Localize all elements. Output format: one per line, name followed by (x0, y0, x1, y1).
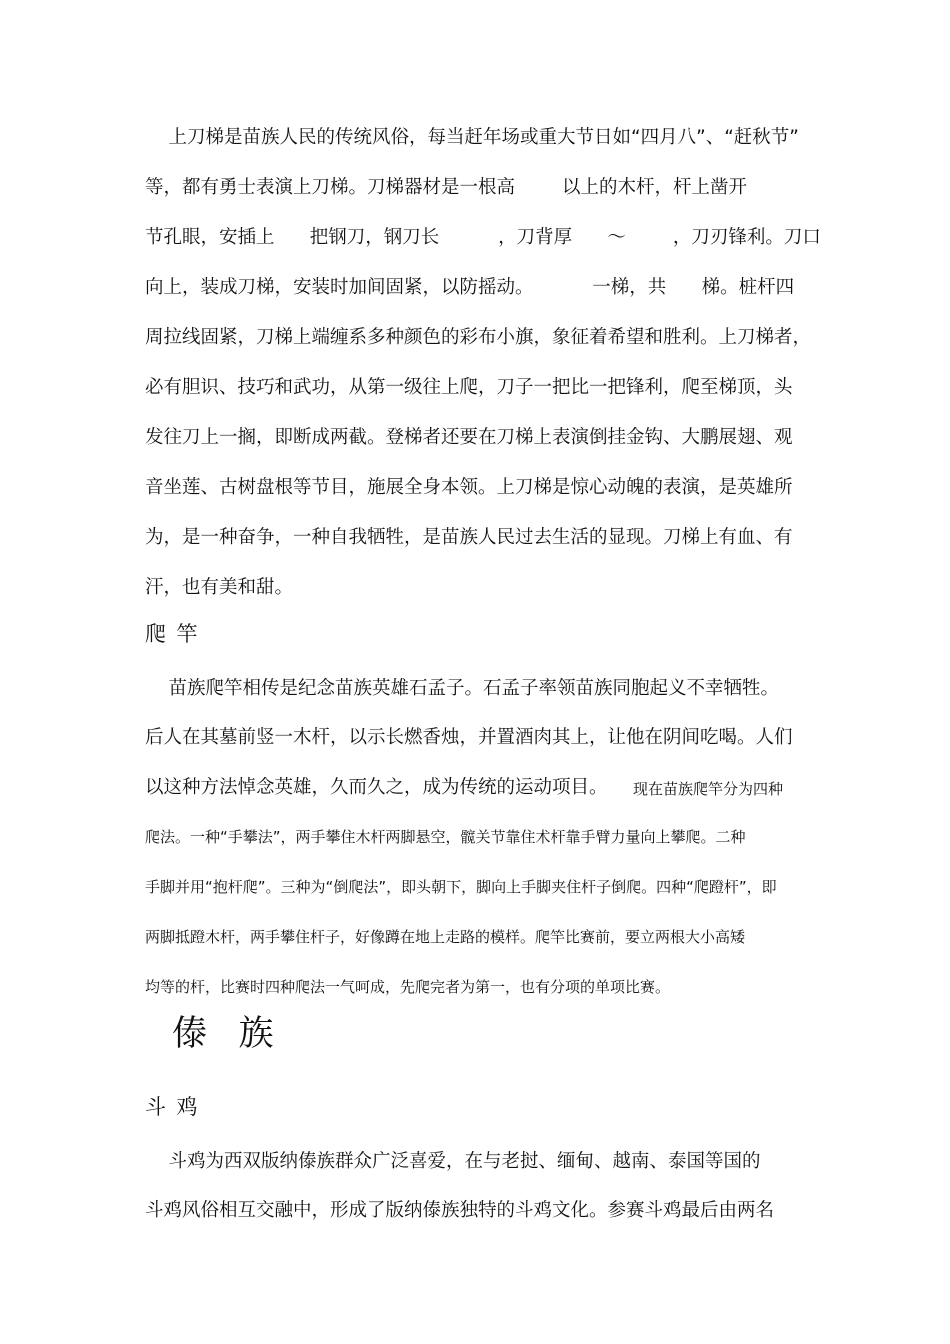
paragraph-line: 以这种方法悼念英雄，久而久之，成为传统的运动项目。 (145, 777, 608, 798)
paragraph-line: 周拉线固紧，刀梯上端缠系多种颜色的彩布小旗，象征着希望和胜利。上刀梯者， (145, 327, 812, 348)
paragraph-line: 音坐莲、古树盘根等节目，施展全身本领。上刀梯是惊心动魄的表演，是英雄所 (145, 477, 793, 498)
paragraph-line: 为，是一种奋争，一种自我牺牲，是苗族人民过去生活的显现。刀梯上有血、有 (145, 527, 793, 548)
paragraph-line: 发往刀上一搁，即断成两截。登梯者还要在刀梯上表演倒挂金钩、大鹏展翅、观 (145, 427, 793, 448)
paragraph-line: 苗族爬竿相传是纪念苗族英雄石孟子。石孟子率领苗族同胞起义不幸牺牲。 (145, 678, 780, 699)
section-heading: 斗鸡 (145, 1095, 208, 1119)
paragraph-line-small: 两脚抵蹬木杆，两手攀住杆子，好像蹲在地上走路的模样。爬竿比赛前，要立两根大小高矮 (145, 928, 746, 946)
paragraph-line: 上刀梯是苗族人民的传统风俗，每当赶年场或重大节日如“四月八”、“赶秋节” (145, 127, 799, 148)
paragraph-line-small: 均等的杆，比赛时四种爬法一气呵成，先爬完者为第一，也有分项的单项比赛。 (145, 978, 671, 996)
paragraph-line-small: 爬法。一种“手攀法”，两手攀住木杆两脚悬空，髋关节靠住术杆靠手臂力量向上攀爬。二种 (145, 828, 746, 846)
section-heading: 爬竿 (145, 622, 208, 646)
paragraph-line: 斗鸡风俗相互交融中，形成了版纳傣族独特的斗鸡文化。参赛斗鸡最后由两名 (145, 1200, 775, 1221)
paragraph-line: 向上，装成刀梯，安装时加间固紧，以防摇动。 一梯，共 梯。桩杆四 (145, 277, 795, 298)
chapter-heading: 傣族 (172, 1014, 306, 1054)
paragraph-line: 后人在其墓前竖一木杆，以示长燃香烛，并置酒肉其上，让他在阴间吃喝。人们 (145, 727, 793, 748)
paragraph-line: 等，都有勇士表演上刀梯。刀梯器材是一根高 以上的木杆，杆上凿开 (145, 177, 748, 198)
paragraph-line: 必有胆识、技巧和武功，从第一级往上爬，刀子一把比一把锋利，爬至梯顶，头 (145, 377, 793, 398)
paragraph-line-small: 现在苗族爬竿分为四种 (633, 780, 784, 798)
paragraph-line: 节孔眼，安插上 把钢刀，钢刀长 ，刀背厚 ～ ，刀刃锋利。刀口 (145, 227, 821, 248)
paragraph-line: 汗，也有美和甜。 (145, 577, 294, 598)
paragraph-line-small: 手脚并用“抱杆爬”。三种为“倒爬法”，即头朝下，脚向上手脚夹住杆子倒爬。四种“爬蹬杆”，即 (145, 878, 777, 896)
paragraph-line: 斗鸡为西双版纳傣族群众广泛喜爱，在与老挝、缅甸、越南、泰国等国的 (145, 1151, 761, 1172)
